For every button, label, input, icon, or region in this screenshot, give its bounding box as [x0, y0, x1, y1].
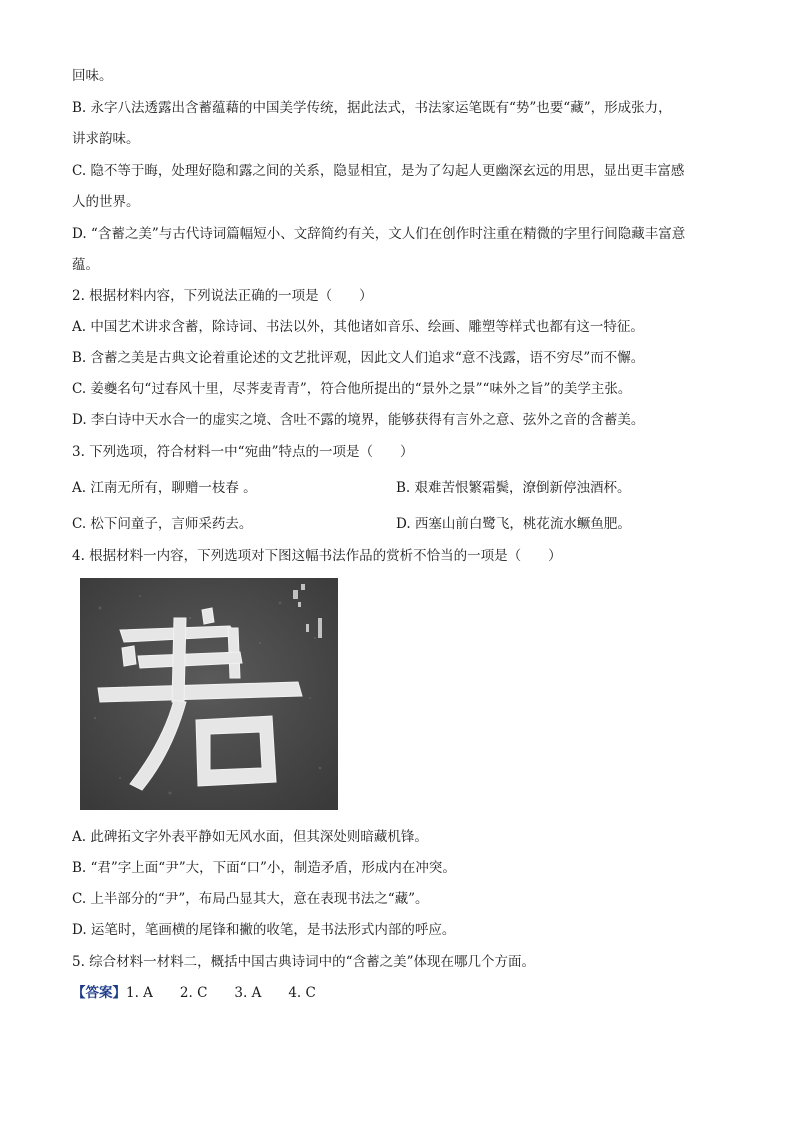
q1-option-d-line2: 蕴。 [72, 257, 99, 273]
calligraphy-rubbing-image [80, 578, 338, 810]
answer-text: 1. A 2. C 3. A 4. C [126, 985, 316, 1001]
q3-option-a: A. 江南无所有，聊赠一枝春 。 [72, 480, 257, 496]
q3-option-b: B. 艰难苦恨繁霜鬓，潦倒新停浊酒杯。 [396, 480, 631, 496]
q4-option-b: B. “君”字上面“尹”大，下面“口”小，制造矛盾，形成内在冲突。 [72, 860, 456, 876]
q3-option-c: C. 松下问童子，言师采药去。 [72, 516, 253, 532]
q2-option-a: A. 中国艺术讲求含蓄，除诗词、书法以外，其他诸如音乐、绘画、雕塑等样式也都有这一特征。 [72, 319, 644, 335]
q4-option-d: D. 运笔时，笔画横的尾锋和撇的收笔，是书法形式内部的呼应。 [72, 922, 456, 938]
q4-option-a: A. 此碑拓文字外表平静如无风水面，但其深处则暗藏机锋。 [72, 829, 428, 845]
answer-line [72, 985, 732, 1001]
q1-option-b-line2: 讲求韵味。 [72, 131, 140, 147]
q4-stem: 4. 根据材料一内容，下列选项对下图这幅书法作品的赏析不恰当的一项是（ ） [72, 548, 562, 564]
q3-stem: 3. 下列选项，符合材料一中“宛曲”特点的一项是（ ） [72, 444, 414, 460]
q3-option-d: D. 西塞山前白鹭飞，桃花流水鳜鱼肥。 [396, 516, 631, 532]
q1-option-c-line1: C. 隐不等于晦，处理好隐和露之间的关系，隐显相宜，是为了勾起人更幽深玄远的用思，显出更丰富感 [72, 163, 685, 179]
answer-label: 【答案】 [72, 985, 126, 1001]
q1-tail-text: 回味。 [72, 68, 113, 84]
q2-stem: 2. 根据材料内容，下列说法正确的一项是（ ） [72, 288, 373, 304]
q2-option-b: B. 含蓄之美是古典文论着重论述的文艺批评观，因此文人们追求“意不浅露，语不穷尽”而不懈。 [72, 350, 645, 366]
q5-stem: 5. 综合材料一材料二，概括中国古典诗词中的“含蓄之美”体现在哪几个方面。 [72, 954, 535, 970]
q1-option-d-line1: D. “含蓄之美”与古代诗词篇幅短小、文辞简约有关，文人们在创作时注重在精微的字里行间隐藏丰富意 [72, 226, 686, 242]
q2-option-c: C. 姜夔名句“过春风十里，尽荠麦青青”，符合他所提出的“景外之景”“味外之旨”的美学主张。 [72, 381, 632, 397]
q1-option-b-line1: B. 永字八法透露出含蓄蕴藉的中国美学传统，据此法式，书法家运笔既有“势”也要“藏”，形成张力， [72, 100, 672, 116]
q1-option-c-line2: 人的世界。 [72, 194, 140, 210]
calligraphy-character-graphic [80, 578, 338, 810]
q2-option-d: D. 李白诗中天水合一的虚实之境、含吐不露的境界，能够获得有言外之意、弦外之音的含蓄美。 [72, 412, 645, 428]
q4-option-c: C. 上半部分的“尹”，布局凸显其大，意在表现书法之“藏”。 [72, 891, 429, 907]
